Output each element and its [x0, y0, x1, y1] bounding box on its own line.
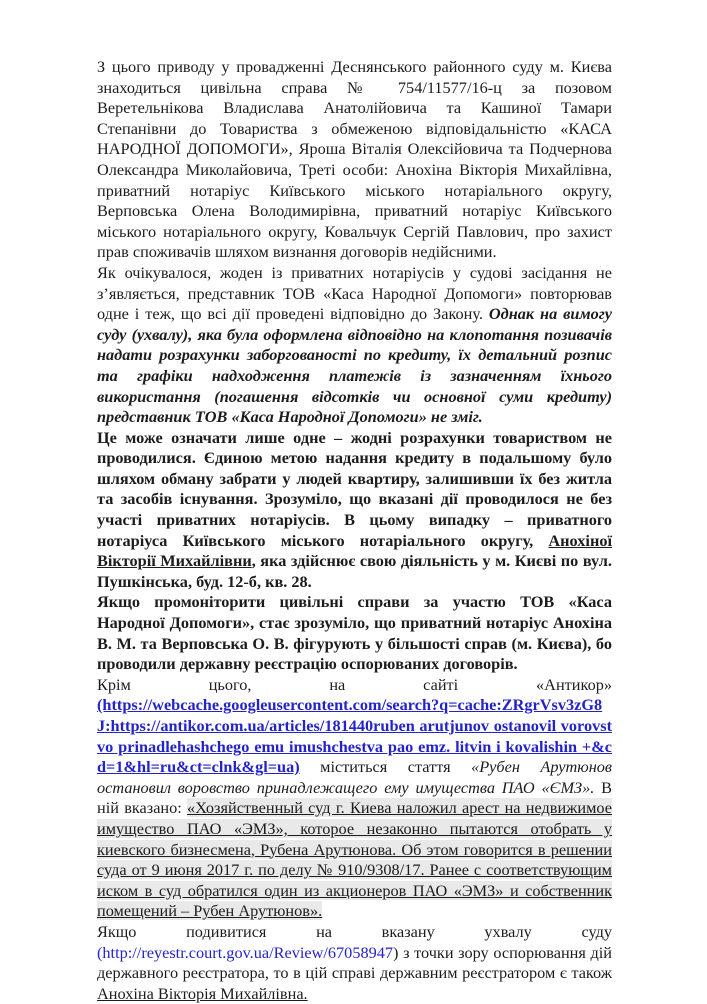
paragraph — [97, 592, 612, 674]
quoted-text-run: «Хозяйственный суд г. Киева наложил арест на недвижимое имущество ПАО «ЭМЗ», которое незаконно пытаются отобрать у киевского бизнесмена, Рубена Арутюнова. Об этом говорится в решении суда от 9 июня 2017 г. по делу № 910/9308/17. Ранее с соответствующим иском в суд обратился один из акционеров ПАО «ЭМЗ» и собственник помещений – Рубен Арутюнов». — [97, 798, 612, 921]
paragraph — [97, 675, 612, 922]
paragraph — [97, 428, 612, 593]
text-run: Крім цього, на сайті «Антикор» — [97, 674, 612, 694]
webcache-link[interactable]: (https://webcache.googleusercontent.com/search?q=cache:ZRgrVsv3zG8J:https://antikor.com.ua/articles/181440ruben arutjunov ostanovil vorovstvo prinadlehashchego emu imushchestva pao emz. litvin i kovalishin +&cd=1&hl=ru&ct=clnk&gl=ua) — [97, 695, 612, 777]
emphasis-run: Однак на вимогу суду (ухвалу), яка була оформлена відповідно на клопотання позивачів надати розрахунки заборгованості по кредиту, їх детальний розпис та графіки надходження платежів із зазначенням їхнього використання (погашення відсотків чи основної суми кредиту) представник ТОВ «Каса Народної Допомоги» не зміг. — [97, 304, 612, 427]
paragraph — [97, 263, 612, 428]
paragraph — [97, 57, 612, 263]
article-title-run: «Рубен Арутюнов остановил воровство принадлежащего ему имущества ПАО «ЄМЗ». — [97, 757, 612, 797]
registrar-name-run: Анохіна Вікторія Михайлівна. — [97, 983, 308, 1003]
text-run: міститься стаття — [299, 757, 472, 777]
paragraph — [97, 922, 612, 1004]
reyestr-link[interactable]: (http://reyestr.court.gov.ua/Review/67058947 — [97, 942, 394, 962]
text-run: З цього приводу у провадженні Деснянського районного суду м. Києва знаходиться цивільна справа № 754/11577/16-ц за позовом Веретельнікова Владислава Анатолійовича та Кашиної Тамари Степанівни до Товариства з обмеженою відповідальністю «КАСА НАРОДНОЇ ДОПОМОГИ», Яроша Віталія Олексійовича та Подчернова Олександра Миколайовича, Треті особи: Анохіна Вікторія Михайлівна, приватний нотаріус Київського міського нотаріального округу, Верповська Олена Володимирівна, приватний нотаріус Київського міського нотаріального округу, Ковальчук Сергій Павлович, про захист прав споживачів шляхом визнання договорів недійсними. — [97, 57, 612, 262]
document-body — [97, 57, 612, 1004]
text-run: Якщо подивитися на вказану ухвалу суду — [97, 921, 612, 941]
notary-name-run: Анохіної Вікторії Михайлівни — [97, 530, 612, 571]
emphasis-run: , яка здійснює свою діяльність у м. Києві по вул. Пушкінська, буд. 12-б, кв. 28. — [97, 551, 612, 591]
text-run: В ній вказано: — [97, 777, 612, 818]
emphasis-run: Якщо промоніторити цивільні справи за участю ТОВ «Каса Народної Допомоги», стає зрозуміло, що приватний нотаріус Анохіна В. М. та Верповська О. В. фігурують у більшості справ (м. Києва), бо проводили державну реєстрацію оспорюваних договорів. — [97, 592, 612, 674]
emphasis-run: Це може означати лише одне – жодні розрахунки товариством не проводилися. Єдиною метою надання кредиту в подальшому було шляхом обману забрати у людей квартиру, залишивши їх без житла та засобів існування. Зрозуміло, що вказані дії проводилося не без участі приватних нотаріусів. В цьому випадку – приватного нотаріуса Київського міського нотаріального округу, — [97, 427, 612, 550]
text-run: ) з точки зору оспорювання дій державного реєстратора, то в цій справі державним реєстратором є також — [97, 942, 612, 983]
text-run: Як очікувалося, жоден із приватних нотаріусів у судові засідання не з’являється, представник ТОВ «Каса Народної Допомоги» повторював одне і теж, що всі дії проведені відповідно до Закону. — [97, 262, 612, 324]
